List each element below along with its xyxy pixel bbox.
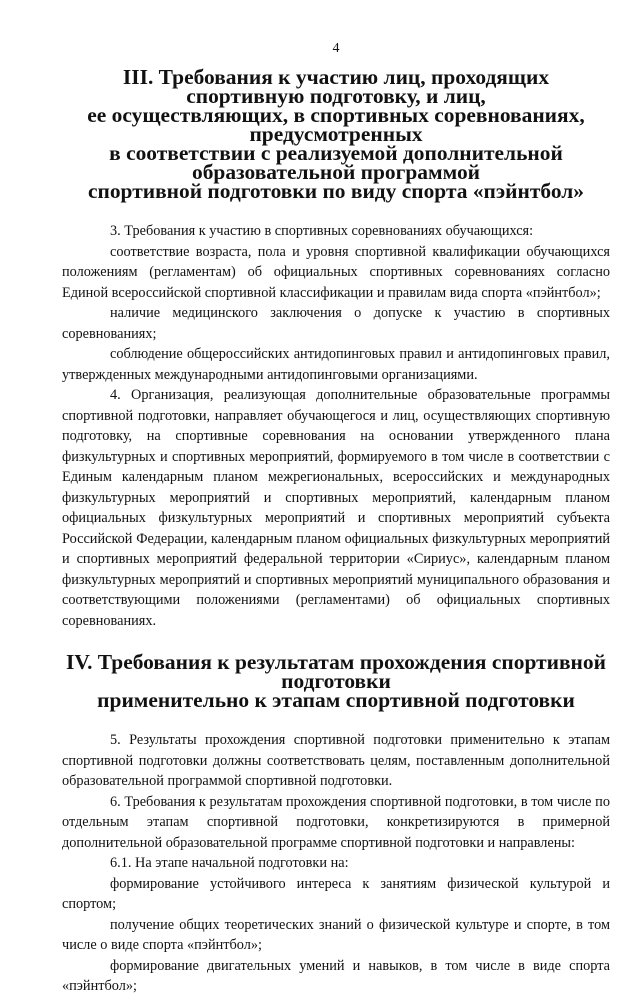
paragraph-6-1-item-skills: формирование двигательных умений и навыков, в том числе в виде спорта «пэйнтбол»; (62, 957, 610, 994)
paragraph-6-1: 6.1. На этапе начальной подготовки на: (110, 855, 349, 871)
section-3-heading (62, 65, 610, 203)
paragraph-4: 4. Организация, реализующая дополнительные образовательные программы спортивной подготовки, направляет обучающегося и лиц, осуществляющих спортивную подготовку, на спортивные соревнования на основании утвержденного плана физкультурных и спортивных мероприятий, формируемого в том числе в соответствии с Единым календарным планом межрегиональных, всероссийских и международных физкультурных мероприятий и спортивных мероприятий, календарным планом официальных физкультурных мероприятий и спортивных мероприятий субъекта Российской Федерации, календарным планом официальных физкультурных мероприятий и спортивных мероприятий федеральной территории «Сириус», календарным планом физкультурных мероприятий и спортивных мероприятий муниципального образования и соответствующими положениями (регламентами) об официальных спортивных соревнованиях. (62, 387, 610, 629)
section-3-heading-line: в соответствии с реализуемой дополнительной образовательной программой (109, 141, 563, 184)
page-number: 4 (332, 41, 340, 56)
section-4-heading (62, 650, 610, 712)
paragraph-3-item-medical: наличие медицинского заключения о допуске к участию в спортивных соревнованиях; (62, 305, 610, 342)
paragraph-6-1-item-interest: формирование устойчивого интереса к занятиям физической культурой и спортом; (62, 875, 610, 912)
section-3-heading-line: спортивной подготовки по виду спорта «пэйнтбол» (87, 179, 585, 203)
section-4-body (62, 730, 610, 997)
paragraph-6-1-item-knowledge: получение общих теоретических знаний о физической культуре и спорте, в том числе о виде спорта «пэйнтбол»; (62, 916, 610, 953)
section-3-heading-line: III. Требования к участию лиц, проходящих спортивную подготовку, и лиц, (122, 65, 550, 108)
section-4-heading-line: IV. Требования к результатам прохождения спортивной подготовки (66, 650, 606, 693)
section-3-body (62, 221, 610, 631)
paragraph-3-item-age: соответствие возраста, пола и уровня спортивной квалификации обучающихся положениям (регламентам) об официальных спортивных соревнованиях согласно Единой всероссийской спортивной классификации и правилам вида спорта «пэйнтбол»; (62, 243, 610, 301)
section-4-heading-line: применительно к этапам спортивной подготовки (97, 688, 575, 712)
paragraph-3: 3. Требования к участию в спортивных соревнованиях обучающихся: (110, 223, 534, 239)
section-3-heading-line: ее осуществляющих, в спортивных соревнованиях, предусмотренных (87, 103, 585, 146)
paragraph-6: 6. Требования к результатам прохождения спортивной подготовки, в том числе по отдельным этапам спортивной подготовки, конкретизируются в примерной дополнительной образовательной программе спортивной подготовки и направлены: (62, 793, 610, 851)
paragraph-3-item-antidoping: соблюдение общероссийских антидопинговых правил и антидопинговых правил, утвержденных международными антидопинговыми организациями. (62, 346, 610, 383)
paragraph-5: 5. Результаты прохождения спортивной подготовки применительно к этапам спортивной подготовки должны соответствовать целям, поставленным дополнительной образовательной программой спортивной подготовки. (62, 732, 610, 789)
